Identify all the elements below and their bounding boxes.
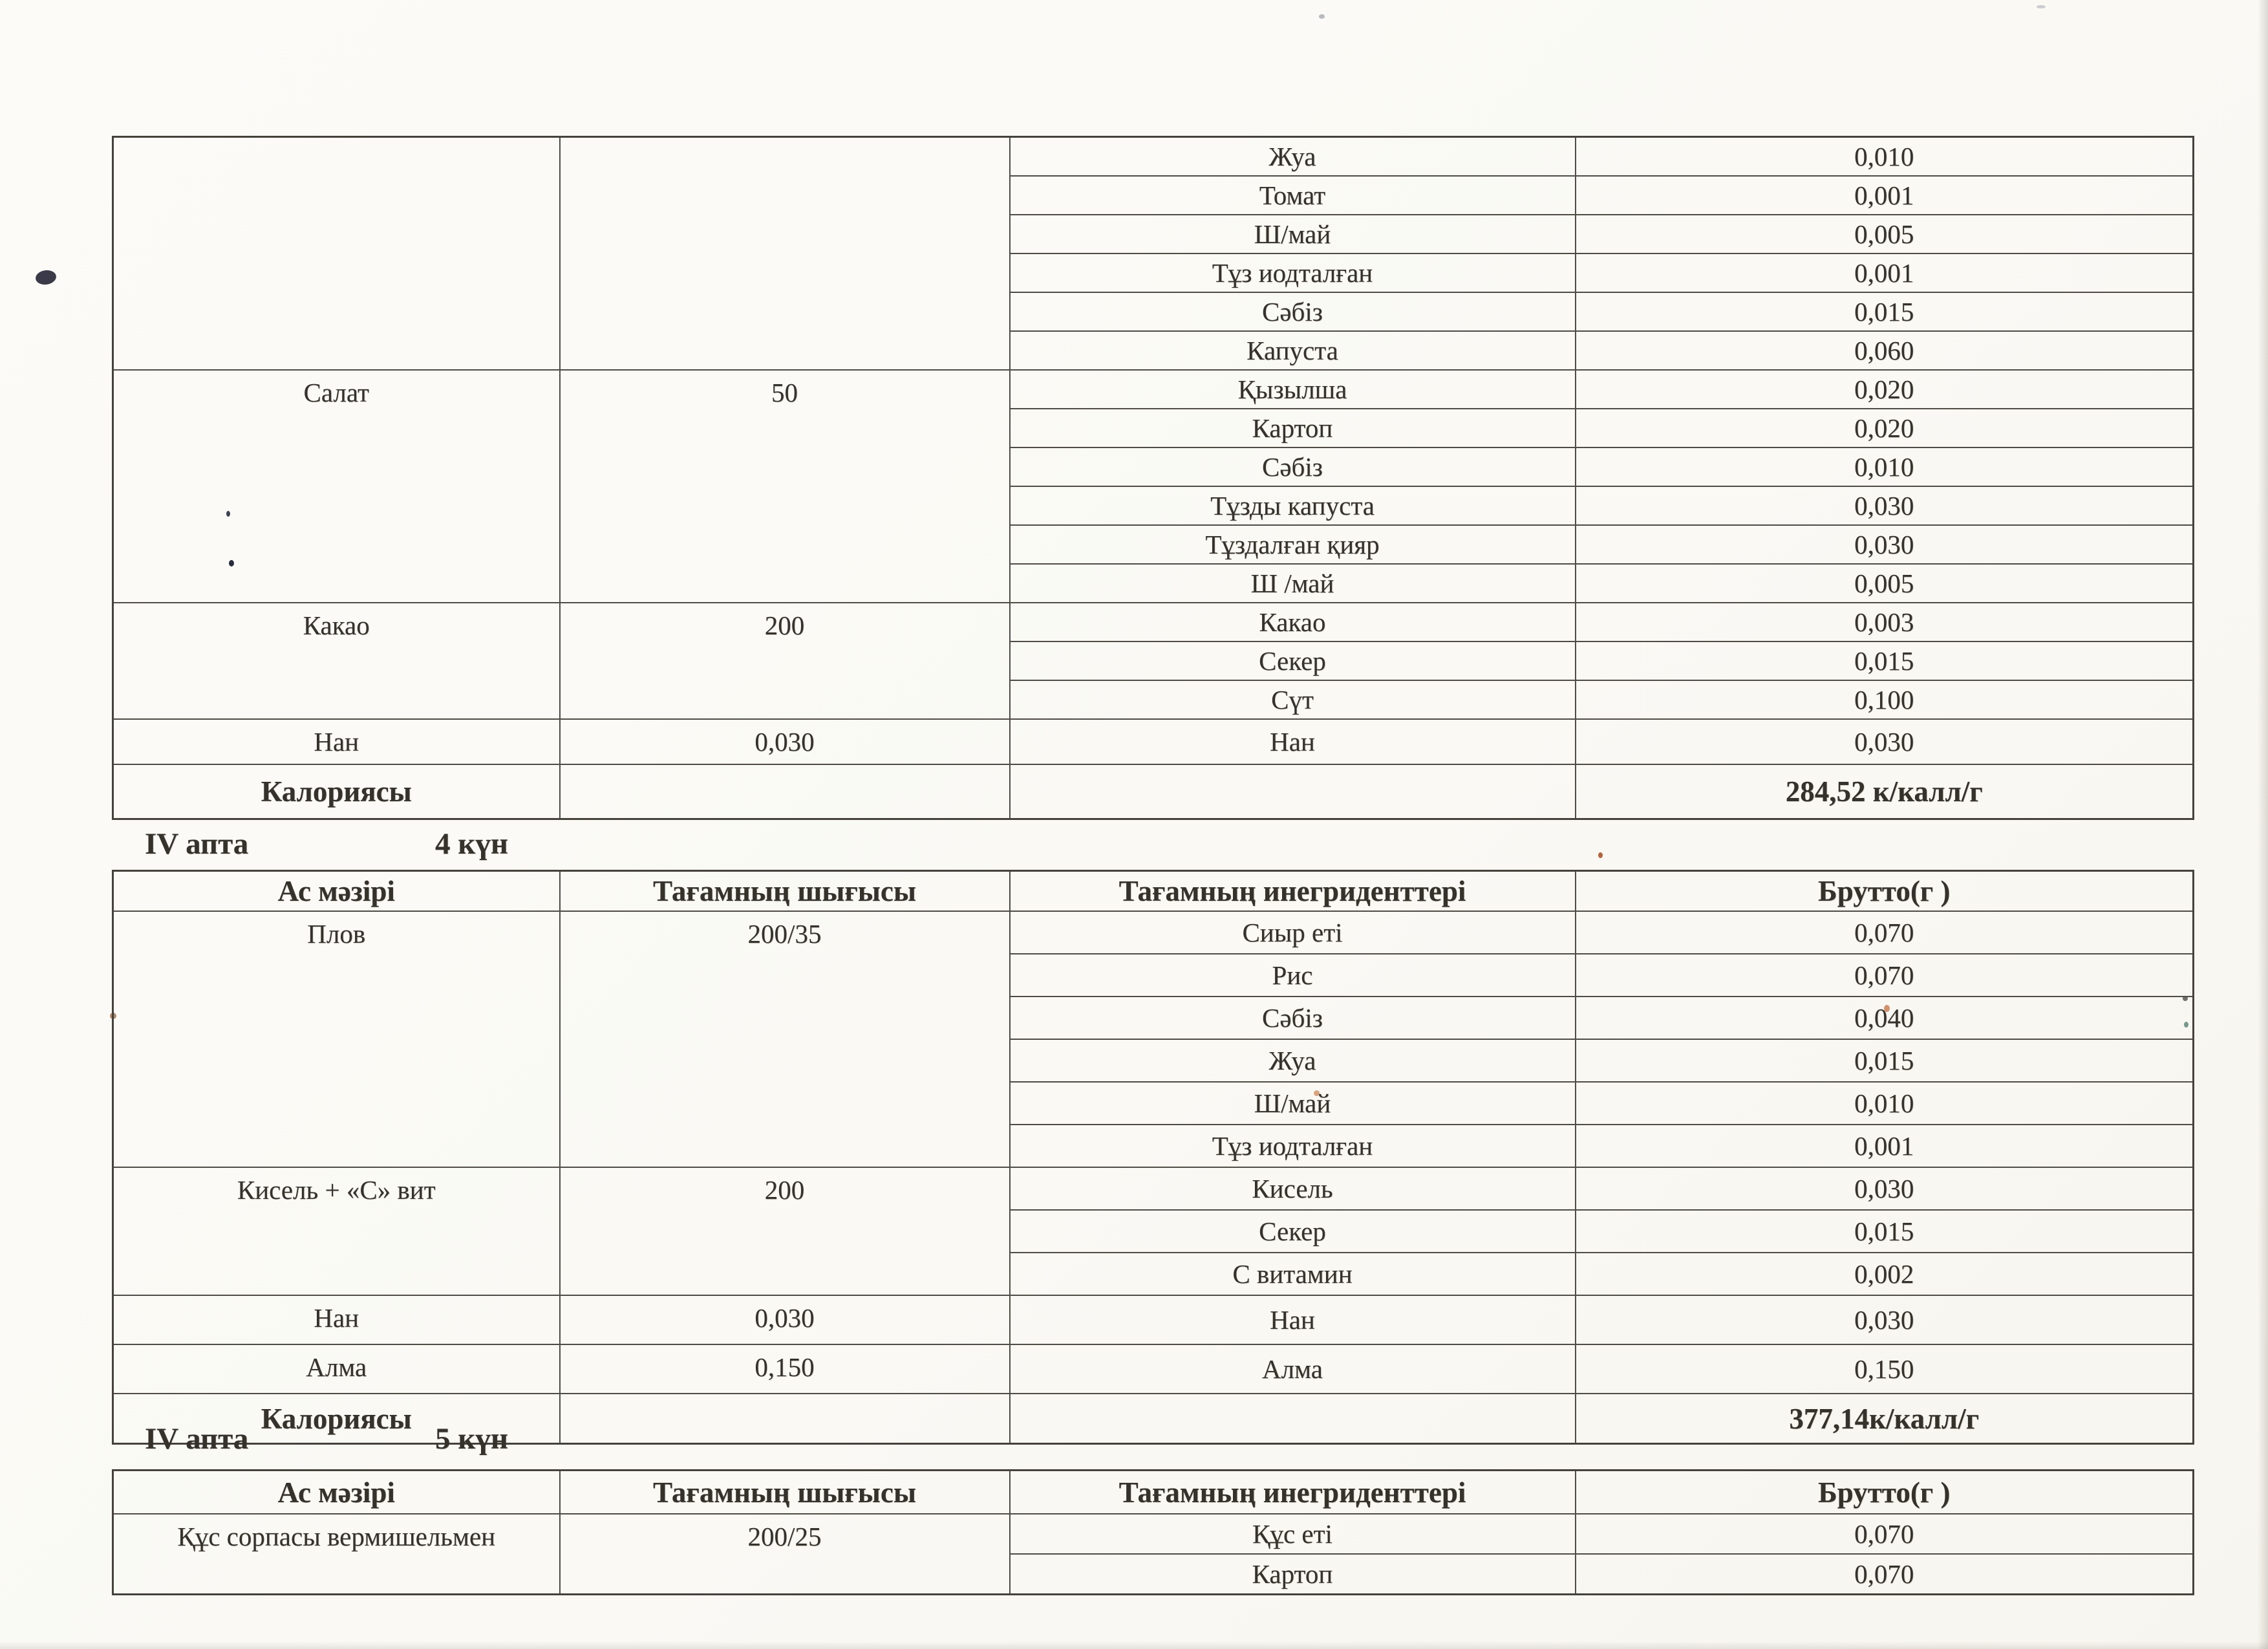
ingredient-cell: Капуста <box>1010 331 1576 370</box>
table-row <box>113 370 2194 409</box>
table-row <box>113 1514 2194 1554</box>
day-label: 5 күн <box>435 1422 508 1456</box>
dish-cell: Плов <box>113 911 560 1167</box>
menu-table-week4-day5 <box>112 1469 2194 1595</box>
brutto-cell: 0,005 <box>1576 215 2194 253</box>
brutto-cell: 0,015 <box>1576 1039 2194 1082</box>
dish-cell: Нан <box>113 1295 560 1344</box>
brutto-cell: 0,030 <box>1576 1295 2194 1344</box>
brutto-cell: 0,100 <box>1576 680 2194 719</box>
portion-cell: 0,150 <box>560 1344 1010 1394</box>
brutto-cell: 0,002 <box>1576 1253 2194 1295</box>
portion-cell: 50 <box>560 370 1010 603</box>
brutto-cell: 0,070 <box>1576 911 2194 954</box>
column-header: Брутто(г ) <box>1576 871 2194 912</box>
table-row <box>113 603 2194 641</box>
ingredient-cell: Қызылша <box>1010 370 1576 409</box>
dish-cell: Салат <box>113 370 560 603</box>
table-row <box>113 137 2194 177</box>
menu-table-continuation <box>112 136 2194 820</box>
brutto-cell: 0,010 <box>1576 447 2194 486</box>
portion-cell: 200/35 <box>560 911 1010 1167</box>
section-heading-week4-day4 <box>112 826 2192 867</box>
portion-cell <box>560 137 1010 371</box>
ingredient-cell: Құс еті <box>1010 1514 1576 1554</box>
ingredient-cell: Ш /май <box>1010 564 1576 603</box>
table-row <box>113 1295 2194 1344</box>
ingredient-cell: Сәбіз <box>1010 447 1576 486</box>
column-header: Тағамның инегриденттері <box>1010 871 1576 912</box>
ink-blob <box>35 269 58 286</box>
dish-cell: Какао <box>113 603 560 719</box>
calories-row <box>113 764 2194 819</box>
scan-edge <box>0 1641 2268 1649</box>
brutto-cell: 0,150 <box>1576 1344 2194 1394</box>
brutto-cell: 0,070 <box>1576 954 2194 997</box>
brutto-cell: 0,070 <box>1576 1554 2194 1595</box>
brutto-cell: 0,005 <box>1576 564 2194 603</box>
brutto-cell: 0,030 <box>1576 486 2194 525</box>
ingredient-cell: Какао <box>1010 603 1576 641</box>
table-row <box>113 719 2194 764</box>
portion-cell: 0,030 <box>560 1295 1010 1344</box>
brutto-cell: 0,020 <box>1576 370 2194 409</box>
ingredient-cell: Сәбіз <box>1010 997 1576 1039</box>
table-row <box>113 1167 2194 1210</box>
ingredient-cell: Тұз иодталған <box>1010 253 1576 292</box>
dish-cell: Алма <box>113 1344 560 1394</box>
column-header: Брутто(г ) <box>1576 1471 2194 1514</box>
week-label: IV апта <box>145 827 249 861</box>
ingredient-cell: Сәбіз <box>1010 292 1576 331</box>
column-header: Ас мәзірі <box>113 1471 560 1514</box>
table-row <box>113 1344 2194 1394</box>
ingredient-cell: Нан <box>1010 1295 1576 1344</box>
brutto-cell: 0,040 <box>1576 997 2194 1039</box>
calories-value: 377,14к/калл/г <box>1576 1394 2194 1444</box>
brutto-cell: 0,001 <box>1576 176 2194 215</box>
portion-cell: 200 <box>560 603 1010 719</box>
ingredient-cell: Картоп <box>1010 409 1576 447</box>
portion-cell: 200 <box>560 1167 1010 1295</box>
ingredient-cell: Жуа <box>1010 1039 1576 1082</box>
ingredient-cell: Томат <box>1010 176 1576 215</box>
column-header: Тағамның шығысы <box>560 871 1010 912</box>
brutto-cell: 0,015 <box>1576 641 2194 680</box>
ingredient-cell: Нан <box>1010 719 1576 764</box>
portion-cell: 200/25 <box>560 1514 1010 1595</box>
brutto-cell: 0,060 <box>1576 331 2194 370</box>
table-row <box>113 911 2194 954</box>
brutto-cell: 0,030 <box>1576 719 2194 764</box>
ingredient-cell: Кисель <box>1010 1167 1576 1210</box>
section-heading-week4-day5 <box>112 1421 2192 1461</box>
ingredient-cell: Алма <box>1010 1344 1576 1394</box>
brutto-cell: 0,003 <box>1576 603 2194 641</box>
ingredient-cell: Тұз иодталған <box>1010 1125 1576 1167</box>
brutto-cell: 0,010 <box>1576 137 2194 177</box>
column-header: Тағамның инегриденттері <box>1010 1471 1576 1514</box>
brutto-cell: 0,015 <box>1576 1210 2194 1253</box>
week-label: IV апта <box>145 1422 249 1456</box>
calories-label: Калориясы <box>113 1394 560 1444</box>
ingredient-cell: С витамин <box>1010 1253 1576 1295</box>
scan-speck <box>2037 5 2046 8</box>
column-header: Ас мәзірі <box>113 871 560 912</box>
ingredient-cell: Картоп <box>1010 1554 1576 1595</box>
ingredient-cell: Тұзды капуста <box>1010 486 1576 525</box>
brutto-cell: 0,030 <box>1576 525 2194 564</box>
brutto-cell: 0,030 <box>1576 1167 2194 1210</box>
dish-cell: Құс сорпасы вермишельмен <box>113 1514 560 1595</box>
dish-cell: Кисель + «С» вит <box>113 1167 560 1295</box>
calories-label: Калориясы <box>113 764 560 819</box>
empty-cell <box>560 764 1010 819</box>
brutto-cell: 0,070 <box>1576 1514 2194 1554</box>
menu-table-week4-day4 <box>112 870 2194 1445</box>
ingredient-cell: Тұздалған қияр <box>1010 525 1576 564</box>
scan-edge <box>2258 0 2268 1649</box>
ingredient-cell: Сиыр еті <box>1010 911 1576 954</box>
brutto-cell: 0,001 <box>1576 253 2194 292</box>
brutto-cell: 0,015 <box>1576 292 2194 331</box>
brutto-cell: 0,020 <box>1576 409 2194 447</box>
ingredient-cell: Секер <box>1010 1210 1576 1253</box>
ingredient-cell: Ш/май <box>1010 215 1576 253</box>
ingredient-cell: Рис <box>1010 954 1576 997</box>
dish-cell: Нан <box>113 719 560 764</box>
dish-cell <box>113 137 560 371</box>
ingredient-cell: Жуа <box>1010 137 1576 177</box>
brutto-cell: 0,010 <box>1576 1082 2194 1125</box>
scan-speck <box>1319 14 1325 19</box>
empty-cell <box>1010 764 1576 819</box>
ingredient-cell: Ш/май <box>1010 1082 1576 1125</box>
ingredient-cell: Секер <box>1010 641 1576 680</box>
calories-value: 284,52 к/калл/г <box>1576 764 2194 819</box>
column-header: Тағамның шығысы <box>560 1471 1010 1514</box>
ingredient-cell: Сүт <box>1010 680 1576 719</box>
portion-cell: 0,030 <box>560 719 1010 764</box>
day-label: 4 күн <box>435 827 508 861</box>
brutto-cell: 0,001 <box>1576 1125 2194 1167</box>
